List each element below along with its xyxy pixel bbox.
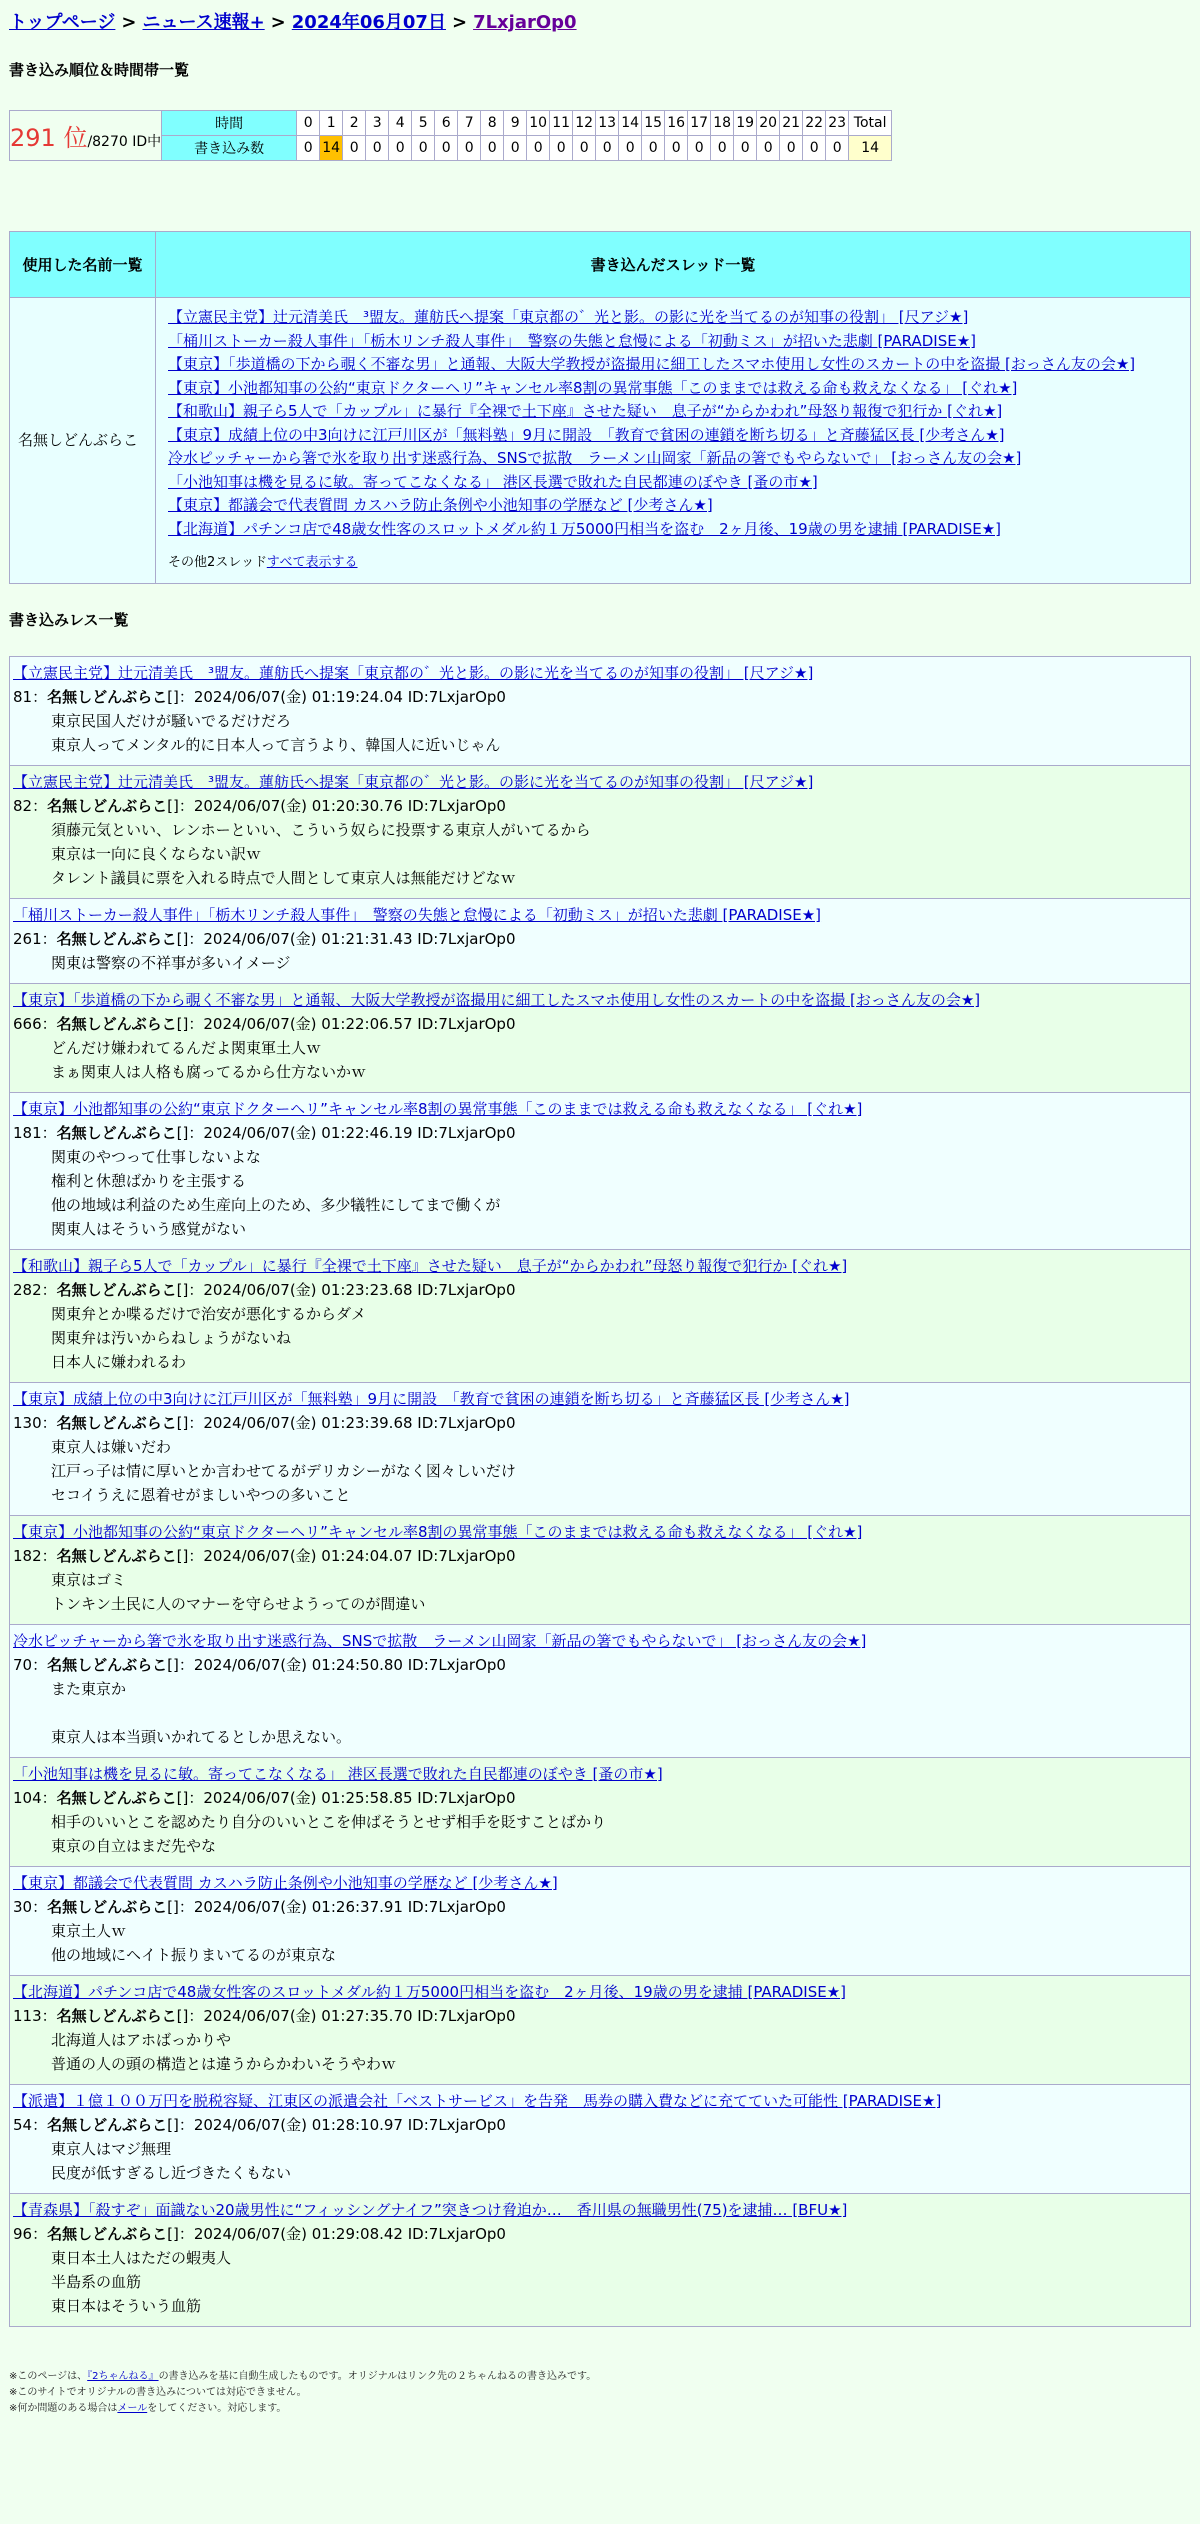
post-body xyxy=(13,1145,1184,1241)
post-item xyxy=(9,766,1191,899)
rank-value: 291 位 xyxy=(10,124,88,152)
post-number-separator: ： xyxy=(32,687,48,706)
used-name: 名無しどんぶらこ xyxy=(10,298,156,584)
post-meta: []：2024/06/07(金) 01:22:46.19 ID:7LxjarOp0 xyxy=(176,1123,516,1142)
footer-line: ※このサイトでオリジナルの書き込みについては対応できません。 xyxy=(9,2386,307,2398)
post-number: 181 xyxy=(13,1123,42,1142)
post-line: また東京か xyxy=(51,1679,127,1698)
post-line: 東京民国人だけが騒いでるだけだろ xyxy=(51,711,292,730)
post-number-separator: ： xyxy=(41,1123,57,1142)
post-number: 282 xyxy=(13,1280,42,1299)
post-thread-link[interactable]: 【和歌山】親子ら5人で「カップル」に暴行『全裸で土下座』させた疑い 息子が“からかわれ”母怒り報復で犯行か [ぐれ★] xyxy=(13,1256,848,1275)
post-line: 他の地域にヘイト振りまいてるのが東京な xyxy=(51,1945,337,1964)
thread-link[interactable]: 【東京】都議会で代表質問 カスハラ防止条例や小池知事の学歴など [少考さん★] xyxy=(168,496,713,514)
post-author: 名無しどんぶらこ xyxy=(56,1788,177,1807)
time-label: 時間 xyxy=(162,111,297,136)
hour-header: 19 xyxy=(734,111,757,136)
post-line: 須藤元気といい、レンホーといい、こういう奴らに投票する東京人がいてるから xyxy=(51,820,591,839)
hour-header: 6 xyxy=(435,111,458,136)
ranking-table xyxy=(9,110,892,161)
hour-header: 13 xyxy=(596,111,619,136)
post-number: 70 xyxy=(13,1655,33,1674)
post-author: 名無しどんぶらこ xyxy=(56,1014,177,1033)
post-author: 名無しどんぶらこ xyxy=(56,1123,177,1142)
post-meta: []：2024/06/07(金) 01:26:37.91 ID:7LxjarOp0 xyxy=(167,1897,506,1916)
hour-count: 0 xyxy=(711,136,734,161)
hour-count: 0 xyxy=(458,136,481,161)
post-line: 東京土人ｗ xyxy=(51,1921,127,1940)
thread-link[interactable]: 【東京】「歩道橋の下から覗く不審な男」と通報、大阪大学教授が盗撮用に細工したスマホ使用し女性のスカートの中を盗撮 [おっさん友の会★] xyxy=(168,355,1136,373)
post-number: 81 xyxy=(13,687,33,706)
post-number: 113 xyxy=(13,2006,42,2025)
footer-text: をしてください。対応します。 xyxy=(147,2402,287,2414)
post-header xyxy=(13,1653,1184,1677)
post-line: 東京人は嫌いだわ xyxy=(51,1437,172,1456)
hour-count: 0 xyxy=(665,136,688,161)
thread-link[interactable]: 「小池知事は機を見るに敏。寄ってこなくなる」 港区長選で敗れた自民都連のぼやき [蚤の市★] xyxy=(168,472,818,491)
post-line: 東京はゴミ xyxy=(51,1570,127,1589)
post-meta: []：2024/06/07(金) 01:22:06.57 ID:7LxjarOp0 xyxy=(176,1014,516,1033)
footer-text: ※何か問題のある場合は xyxy=(9,2402,118,2414)
post-author: 名無しどんぶらこ xyxy=(47,687,168,706)
post-header xyxy=(13,1786,1184,1810)
post-author: 名無しどんぶらこ xyxy=(56,1413,177,1432)
post-thread-link[interactable]: 【立憲民主党】辻元清美氏 ³盟友。蓮舫氏へ提案「東京都の゛光と影。の影に光を当てるのが知事の役割」 [尺アジ★] xyxy=(13,663,814,682)
hour-count: 0 xyxy=(504,136,527,161)
post-body xyxy=(13,1568,1184,1616)
post-body xyxy=(13,709,1184,757)
post-thread-link[interactable]: 【東京】「歩道橋の下から覗く不審な男」と通報、大阪大学教授が盗撮用に細工したスマホ使用し女性のスカートの中を盗撮 [おっさん友の会★] xyxy=(13,990,981,1009)
hour-header: 11 xyxy=(550,111,573,136)
hour-header: 16 xyxy=(665,111,688,136)
post-meta: []：2024/06/07(金) 01:21:31.43 ID:7LxjarOp0 xyxy=(176,929,516,948)
post-body xyxy=(13,2137,1184,2185)
thread-link[interactable]: 【東京】小池都知事の公約“東京ドクターヘリ”キャンセル率8割の異常事態「このままでは救える命も救えなくなる」 [ぐれ★] xyxy=(168,378,1018,397)
hour-count: 0 xyxy=(573,136,596,161)
hour-header: 0 xyxy=(297,111,320,136)
hour-count: 0 xyxy=(366,136,389,161)
footer-mail-link[interactable]: メール xyxy=(117,2402,148,2414)
post-line: 関東弁は汚いからねしょうがないね xyxy=(51,1328,292,1347)
hour-count: 0 xyxy=(412,136,435,161)
hour-header: 12 xyxy=(573,111,596,136)
post-number-separator: ： xyxy=(32,1897,48,1916)
post-body xyxy=(13,2028,1184,2076)
hour-count: 0 xyxy=(619,136,642,161)
footer-text: ※このページは、 xyxy=(9,2370,88,2382)
post-number: 182 xyxy=(13,1546,42,1565)
breadcrumb-board-link[interactable]: ニュース速報+ xyxy=(142,12,265,33)
hours-row xyxy=(10,111,892,136)
posts-list xyxy=(9,656,1191,2327)
post-line: 他の地域は利益のため生産向上のため、多少犠牲にしてまで働くが xyxy=(51,1195,501,1214)
hour-header: 2 xyxy=(343,111,366,136)
post-body xyxy=(13,1302,1184,1374)
post-thread-link[interactable]: 【東京】都議会で代表質問 カスハラ防止条例や小池知事の学歴など [少考さん★] xyxy=(13,1873,558,1892)
post-meta: []：2024/06/07(金) 01:24:50.80 ID:7LxjarOp0 xyxy=(167,1655,506,1674)
breadcrumb xyxy=(9,10,1191,36)
post-line: 半島系の血筋 xyxy=(51,2272,142,2291)
post-line: 関東のやつって仕事しないよな xyxy=(51,1147,261,1166)
post-number: 666 xyxy=(13,1014,42,1033)
post-meta: []：2024/06/07(金) 01:20:30.76 ID:7LxjarOp0 xyxy=(167,796,506,815)
breadcrumb-separator: > xyxy=(451,12,468,33)
post-number-separator: ： xyxy=(41,2006,57,2025)
thread-list xyxy=(156,298,1191,584)
post-number: 261 xyxy=(13,929,42,948)
more-threads xyxy=(168,551,1180,575)
post-thread-link[interactable]: 【立憲民主党】辻元清美氏 ³盟友。蓮舫氏へ提案「東京都の゛光と影。の影に光を当てるのが知事の役割」 [尺アジ★] xyxy=(13,772,814,791)
post-line: 東日本土人はただの蝦夷人 xyxy=(51,2248,232,2267)
hour-count: 0 xyxy=(343,136,366,161)
post-item xyxy=(9,899,1191,984)
post-number: 30 xyxy=(13,1897,33,1916)
post-meta: []：2024/06/07(金) 01:23:39.68 ID:7LxjarOp0 xyxy=(176,1413,516,1432)
hour-header: 18 xyxy=(711,111,734,136)
hour-count: 0 xyxy=(435,136,458,161)
post-number: 130 xyxy=(13,1413,42,1432)
ranking-heading: 書き込み順位＆時間帯一覧 xyxy=(9,61,190,79)
post-number: 104 xyxy=(13,1788,42,1807)
post-item xyxy=(9,2194,1191,2327)
hour-header: 4 xyxy=(389,111,412,136)
names-threads-table xyxy=(9,231,1191,584)
hour-header: 17 xyxy=(688,111,711,136)
hour-count: 0 xyxy=(826,136,849,161)
hour-header: 10 xyxy=(527,111,550,136)
post-author: 名無しどんぶらこ xyxy=(47,1897,168,1916)
post-line: 東京人は本当頭いかれてるとしか思えない。 xyxy=(51,1727,352,1746)
hour-header: 9 xyxy=(504,111,527,136)
footer-line xyxy=(9,2401,1191,2417)
post-line xyxy=(51,1701,1184,1725)
post-line: 関東人はそういう感覚がない xyxy=(51,1219,247,1238)
hour-count: 0 xyxy=(642,136,665,161)
post-body xyxy=(13,2246,1184,2318)
footer-line xyxy=(9,2369,1191,2385)
post-meta: []：2024/06/07(金) 01:28:10.97 ID:7LxjarOp0 xyxy=(167,2115,506,2134)
breadcrumb-separator: > xyxy=(270,12,286,33)
names-column-header: 使用した名前一覧 xyxy=(10,232,156,298)
post-thread-link[interactable]: 「小池知事は機を見るに敏。寄ってこなくなる」 港区長選で敗れた自民都連のぼやき [蚤の市★] xyxy=(13,1764,663,1783)
hour-count: 0 xyxy=(297,136,320,161)
post-line: 東日本はそういう血筋 xyxy=(51,2296,202,2315)
hour-header: 15 xyxy=(642,111,665,136)
post-author: 名無しどんぶらこ xyxy=(47,796,168,815)
post-line: 権利と休憩ばかりを主張する xyxy=(51,1171,247,1190)
post-author: 名無しどんぶらこ xyxy=(56,929,177,948)
post-author: 名無しどんぶらこ xyxy=(47,2224,168,2243)
post-thread-link[interactable]: 【派遣】１億１００万円を脱税容疑、江東区の派遣会社「ベストサービス」を告発 馬券の購入費などに充てていた可能性 [PARADISE★] xyxy=(13,2091,942,2110)
post-meta: []：2024/06/07(金) 01:27:35.70 ID:7LxjarOp0 xyxy=(176,2006,516,2025)
post-body xyxy=(13,951,1184,975)
post-item xyxy=(9,1976,1191,2085)
footer xyxy=(9,2369,1191,2417)
thread-link[interactable]: 【和歌山】親子ら5人で「カップル」に暴行『全裸で土下座』させた疑い 息子が“からかわれ”母怒り報復で犯行か [ぐれ★] xyxy=(168,402,1003,420)
post-author: 名無しどんぶらこ xyxy=(47,1655,168,1674)
hour-count: 0 xyxy=(780,136,803,161)
hour-header: 5 xyxy=(412,111,435,136)
post-author: 名無しどんぶらこ xyxy=(56,1546,177,1565)
threads-column-header: 書き込んだスレッド一覧 xyxy=(156,232,1191,298)
post-header xyxy=(13,927,1184,951)
post-number-separator: ： xyxy=(41,1788,57,1807)
post-line: 相手のいいとこを認めたり自分のいいとこを伸ばそうとせず相手を貶すことばかり xyxy=(51,1812,607,1831)
post-body xyxy=(13,1036,1184,1084)
hour-header: 23 xyxy=(826,111,849,136)
post-line: 民度が低すぎるし近づきたくもない xyxy=(51,2163,292,2182)
thread-link[interactable]: 【立憲民主党】辻元清美氏 ³盟友。蓮舫氏へ提案「東京都の゛光と影。の影に光を当てるのが知事の役割」 [尺アジ★] xyxy=(168,308,969,326)
post-item xyxy=(9,1383,1191,1516)
footer-2ch-link[interactable]: 『2ちゃんねる』 xyxy=(87,2370,159,2382)
post-item xyxy=(9,1625,1191,1758)
post-number: 82 xyxy=(13,796,33,815)
thread-link[interactable]: 【北海道】パチンコ店で48歳女性客のスロットメダル約１万5000円相当を盗む 2ヶ月後、19歳の男を逮捕 [PARADISE★] xyxy=(168,519,1002,538)
post-line: 東京人はマジ無理 xyxy=(51,2139,172,2158)
post-header xyxy=(13,1411,1184,1435)
thread-link[interactable]: 冷水ピッチャーから箸で氷を取り出す迷惑行為、SNSで拡散 ラーメン山岡家「新品の箸でもやらないで」 [おっさん友の会★] xyxy=(168,449,1022,467)
post-header xyxy=(13,1012,1184,1036)
post-meta: []：2024/06/07(金) 01:23:23.68 ID:7LxjarOp0 xyxy=(176,1280,516,1299)
hour-count: 0 xyxy=(803,136,826,161)
post-thread-link[interactable]: 【青森県】「殺すぞ」面識ない20歳男性に“フィッシングナイフ”突きつけ脅迫か… 香川県の無職男性(75)を逮捕… [BFU★] xyxy=(13,2200,848,2219)
thread-link[interactable]: 【東京】成績上位の中3向けに江戸川区が「無料塾」9月に開設 「教育で貧困の連鎖を断ち切る」と斉藤猛区長 [少考さん★] xyxy=(168,425,1005,444)
post-number-separator: ： xyxy=(32,796,48,815)
hour-count: 0 xyxy=(596,136,619,161)
more-threads-text: その他2スレッド xyxy=(168,555,267,570)
post-line: 東京人ってメンタル的に日本人って言うより、韓国人に近いじゃん xyxy=(51,735,501,754)
post-author: 名無しどんぶらこ xyxy=(47,2115,168,2134)
post-thread-link[interactable]: 【北海道】パチンコ店で48歳女性客のスロットメダル約１万5000円相当を盗む 2ヶ月後、19歳の男を逮捕 [PARADISE★] xyxy=(13,1982,847,2001)
post-line: トンキン土民に人のマナーを守らせようってのが間違い xyxy=(51,1594,426,1613)
post-number-separator: ： xyxy=(41,1546,57,1565)
post-header xyxy=(13,1278,1184,1302)
post-item xyxy=(9,656,1191,766)
hour-header: 14 xyxy=(619,111,642,136)
hour-header: 22 xyxy=(803,111,826,136)
hour-header: 20 xyxy=(757,111,780,136)
post-line: 江戸っ子は情に厚いとか言わせてるがデリカシーがなく図々しいだけ xyxy=(51,1461,516,1480)
hour-count: 0 xyxy=(734,136,757,161)
post-meta: []：2024/06/07(金) 01:24:04.07 ID:7LxjarOp0 xyxy=(176,1546,516,1565)
hour-count: 0 xyxy=(389,136,412,161)
post-thread-link[interactable]: 【東京】成績上位の中3向けに江戸川区が「無料塾」9月に開設 「教育で貧困の連鎖を断ち切る」と斉藤猛区長 [少考さん★] xyxy=(13,1389,850,1408)
hour-count: 0 xyxy=(481,136,504,161)
post-meta: []：2024/06/07(金) 01:29:08.42 ID:7LxjarOp0 xyxy=(167,2224,506,2243)
hour-header: 8 xyxy=(481,111,504,136)
rank-cell xyxy=(10,111,162,161)
total-header: Total xyxy=(849,111,892,136)
count-label: 書き込み数 xyxy=(162,136,297,161)
post-header xyxy=(13,685,1184,709)
hour-header: 3 xyxy=(366,111,389,136)
post-number: 54 xyxy=(13,2115,33,2134)
post-header xyxy=(13,2004,1184,2028)
post-item xyxy=(9,1867,1191,1976)
post-header xyxy=(13,2113,1184,2137)
post-thread-link[interactable]: 冷水ピッチャーから箸で氷を取り出す迷惑行為、SNSで拡散 ラーメン山岡家「新品の箸でもやらないで」 [おっさん友の会★] xyxy=(13,1631,867,1650)
post-line: 日本人に嫌われるわ xyxy=(51,1352,187,1371)
post-line: セコイうえに恩着せがましいやつの多いこと xyxy=(51,1485,351,1504)
hour-header: 7 xyxy=(458,111,481,136)
hour-header: 1 xyxy=(320,111,343,136)
post-item xyxy=(9,984,1191,1093)
post-number-separator: ： xyxy=(41,1413,57,1432)
post-number-separator: ： xyxy=(32,1655,48,1674)
post-line: タレント議員に票を入れる時点で人間として東京人は無能だけどなｗ xyxy=(51,868,516,887)
post-number-separator: ： xyxy=(32,2115,48,2134)
post-thread-link[interactable]: 【東京】小池都知事の公約“東京ドクターヘリ”キャンセル率8割の異常事態「このままでは救える命も救えなくなる」 [ぐれ★] xyxy=(13,1099,863,1118)
hour-count: 0 xyxy=(527,136,550,161)
post-line: 関東は警察の不祥事が多いイメージ xyxy=(51,953,291,972)
post-meta: []：2024/06/07(金) 01:19:24.04 ID:7LxjarOp0 xyxy=(167,687,506,706)
post-number-separator: ： xyxy=(32,2224,48,2243)
hour-count: 0 xyxy=(688,136,711,161)
post-author: 名無しどんぶらこ xyxy=(56,1280,177,1299)
post-item xyxy=(9,1093,1191,1250)
thread-link[interactable]: 「桶川ストーカー殺人事件」「栃木リンチ殺人事件」 警察の失態と怠慢による「初動ミス」が招いた悲劇 [PARADISE★] xyxy=(168,331,977,350)
post-header xyxy=(13,2222,1184,2246)
post-line: 東京の自立はまだ先やな xyxy=(51,1836,217,1855)
breadcrumb-date-link[interactable]: 2024年06月07日 xyxy=(291,12,446,33)
post-line: 北海道人はアホばっかりや xyxy=(51,2030,232,2049)
post-body xyxy=(13,1919,1184,1967)
post-author: 名無しどんぶらこ xyxy=(56,2006,177,2025)
total-count: 14 xyxy=(849,136,892,161)
hour-count: 0 xyxy=(550,136,573,161)
post-meta: []：2024/06/07(金) 01:25:58.85 ID:7LxjarOp0 xyxy=(176,1788,516,1807)
post-line: どんだけ嫌われてるんだよ関東軍土人ｗ xyxy=(51,1038,322,1057)
post-header xyxy=(13,1544,1184,1568)
post-header xyxy=(13,1121,1184,1145)
post-line: 関東弁とか喋るだけで治安が悪化するからダメ xyxy=(51,1304,367,1323)
post-body xyxy=(13,818,1184,890)
posts-heading: 書き込みレス一覧 xyxy=(9,610,129,629)
hour-count: 0 xyxy=(757,136,780,161)
post-item xyxy=(9,2085,1191,2194)
post-number: 96 xyxy=(13,2224,33,2243)
post-item xyxy=(9,1516,1191,1625)
post-number-separator: ： xyxy=(41,929,57,948)
post-header xyxy=(13,794,1184,818)
post-thread-link[interactable]: 「桶川ストーカー殺人事件」「栃木リンチ殺人事件」 警察の失態と怠慢による「初動ミス」が招いた悲劇 [PARADISE★] xyxy=(13,905,822,924)
breadcrumb-id-link[interactable]: 7LxjarOp0 xyxy=(473,12,577,33)
post-line: まぁ関東人は人格も腐ってるから仕方ないかｗ xyxy=(51,1062,367,1081)
post-body xyxy=(13,1810,1184,1858)
breadcrumb-home-link[interactable]: トップページ xyxy=(9,12,116,33)
post-header xyxy=(13,1895,1184,1919)
hour-count: 14 xyxy=(320,136,343,161)
total-ids: /8270 ID中 xyxy=(87,134,162,150)
show-all-link[interactable]: すべて表示する xyxy=(266,555,358,570)
breadcrumb-separator: > xyxy=(121,12,137,33)
post-line: 東京は一向に良くならない訳ｗ xyxy=(51,844,262,863)
post-line: 普通の人の頭の構造とは違うからかわいそうやわｗ xyxy=(51,2054,397,2073)
post-number-separator: ： xyxy=(41,1280,57,1299)
post-thread-link[interactable]: 【東京】小池都知事の公約“東京ドクターヘリ”キャンセル率8割の異常事態「このままでは救える命も救えなくなる」 [ぐれ★] xyxy=(13,1522,863,1541)
post-item xyxy=(9,1758,1191,1867)
post-number-separator: ： xyxy=(41,1014,57,1033)
post-item xyxy=(9,1250,1191,1383)
hour-header: 21 xyxy=(780,111,803,136)
post-body xyxy=(13,1677,1184,1749)
footer-text: の書き込みを基に自動生成したものです。オリジナルはリンク先の２ちゃんねるの書き込みです。 xyxy=(158,2370,597,2382)
post-body xyxy=(13,1435,1184,1507)
